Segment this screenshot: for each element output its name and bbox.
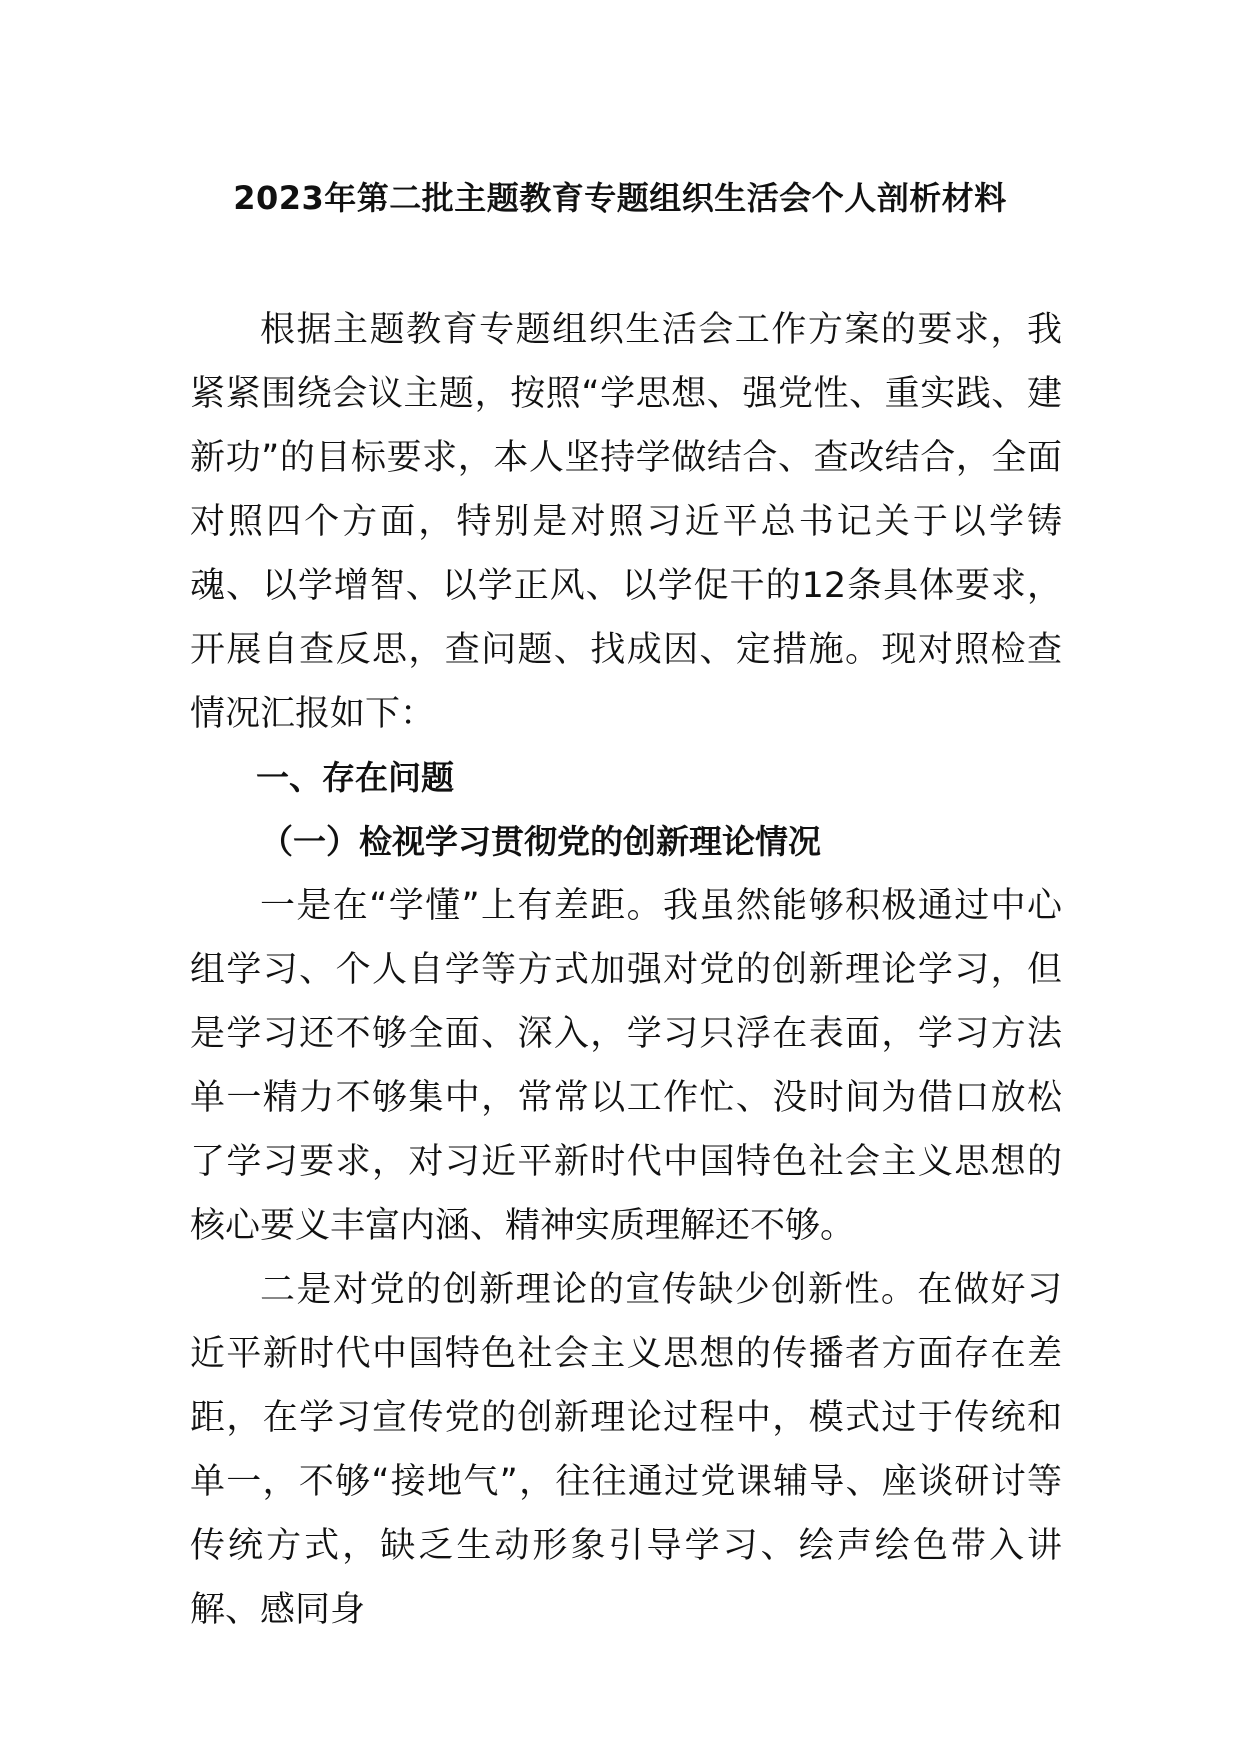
document-title: 2023年第二批主题教育专题组织生活会个人剖析材料 <box>233 179 1007 217</box>
subsection-heading-theory-study: （一）检视学习贯彻党的创新理论情况 <box>260 822 821 861</box>
paragraph-point-two: 二是对党的创新理论的宣传缺少创新性。在做好习近平新时代中国特色社会主义思想的传播者方面存在差距，在学习宣传党的创新理论过程中，模式过于传统和单一，不够“接地气”，往往通过党课辅导、座谈研讨等传统方式，缺乏生动形象引导学习、绘声绘色带入讲解、感同身 <box>190 1270 1062 1630</box>
intro-paragraph: 根据主题教育专题组织生活会工作方案的要求，我紧紧围绕会议主题，按照“学思想、强党性、重实践、建新功”的目标要求，本人坚持学做结合、查改结合，全面对照四个方面，特别是对照习近平总书记关于以学铸魂、以学增智、以学正风、以学促干的12条具体要求，开展自查反思，查问题、找成因、定措施。现对照检查情况汇报如下： <box>190 310 1062 734</box>
section-heading-problems: 一、存在问题 <box>256 758 454 797</box>
paragraph-point-one: 一是在“学懂”上有差距。我虽然能够积极通过中心组学习、个人自学等方式加强对党的创新理论学习，但是学习还不够全面、深入，学习只浮在表面，学习方法单一精力不够集中，常常以工作忙、没时间为借口放松了学习要求，对习近平新时代中国特色社会主义思想的核心要义丰富内涵、精神实质理解还不够。 <box>190 886 1062 1246</box>
document-body <box>190 298 1062 1642</box>
